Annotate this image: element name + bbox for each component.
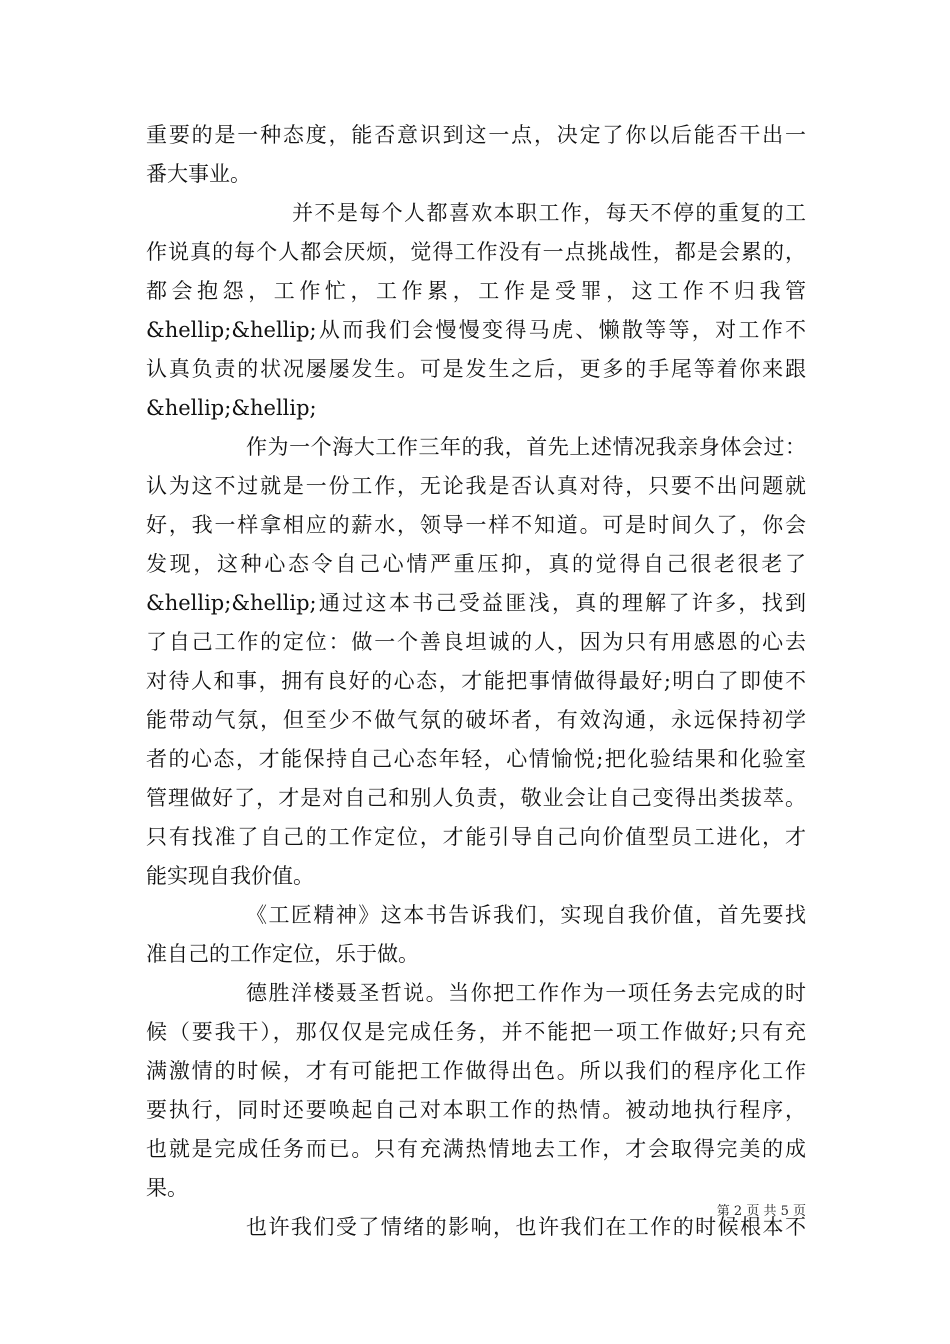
text-line: 能实现自我价值。: [146, 864, 314, 888]
text-line: 只有找准了自己的工作定位，才能引导自己向价值型员工进化，才: [146, 825, 806, 849]
text-line: 要执行，同时还要唤起自己对本职工作的热情。被动地执行程序，: [146, 1098, 806, 1122]
text-line: 能带动气氛，但至少不做气氛的破坏者，有效沟通，永远保持初学: [146, 708, 806, 732]
text-line: 者的心态，才能保持自己心态年轻，心情愉悦;把化验结果和化验室: [146, 747, 806, 771]
text-line: 也许我们受了情绪的影响，也许我们在工作的时候根本不: [246, 1215, 806, 1239]
text-line: 发现，这种心态令自己心情严重压抑，真的觉得自己很老很老了: [146, 552, 806, 576]
text-line: 对待人和事，拥有良好的心态，才能把事情做得最好;明白了即使不: [146, 669, 806, 693]
text-line: 作为一个海大工作三年的我，首先上述情况我亲身体会过：: [246, 435, 806, 459]
text-line: &hellip;&hellip;从而我们会慢慢变得马虎、懒散等等，对工作不: [146, 318, 806, 342]
text-line: 好，我一样拿相应的薪水，领导一样不知道。可是时间久了，你会: [146, 513, 806, 537]
text-line: 认真负责的状况屡屡发生。可是发生之后，更多的手尾等着你来跟: [146, 357, 806, 381]
text-line: 重要的是一种态度，能否意识到这一点，决定了你以后能否干出一: [146, 123, 806, 147]
text-line: 并不是每个人都喜欢本职工作，每天不停的重复的工: [292, 201, 806, 225]
text-line: 番大事业。: [146, 162, 251, 186]
text-line: 作说真的每个人都会厌烦，觉得工作没有一点挑战性，都是会累的，: [146, 240, 806, 264]
text-line: &hellip;&hellip;: [146, 396, 317, 420]
text-line: 也就是完成任务而已。只有充满热情地去工作，才会取得完美的成: [146, 1137, 806, 1161]
text-line: 认为这不过就是一份工作，无论我是否认真对待，只要不出问题就: [146, 474, 806, 498]
text-line: 果。: [146, 1176, 188, 1200]
page-footer: 第 2 页 共 5 页: [716, 1204, 806, 1219]
body-text: [146, 116, 806, 1247]
text-line: 满激情的时候，才有可能把工作做得出色。所以我们的程序化工作: [146, 1059, 806, 1083]
text-line: &hellip;&hellip;通过这本书己受益匪浅，真的理解了许多，找到: [146, 591, 806, 615]
text-line: 准自己的工作定位，乐于做。: [146, 942, 419, 966]
text-line: 德胜洋楼聂圣哲说。当你把工作作为一项任务去完成的时: [246, 981, 806, 1005]
text-line: 都会抱怨，工作忙，工作累，工作是受罪，这工作不归我管: [146, 279, 806, 303]
text-line: 候（要我干），那仅仅是完成任务，并不能把一项工作做好;只有充: [146, 1020, 806, 1044]
text-line: 管理做好了，才是对自己和别人负责，敬业会让自己变得出类拔萃。: [146, 786, 806, 810]
text-line: 了自己工作的定位：做一个善良坦诚的人，因为只有用感恩的心去: [146, 630, 806, 654]
text-line: 《工匠精神》这本书告诉我们，实现自我价值，首先要找: [246, 903, 806, 927]
